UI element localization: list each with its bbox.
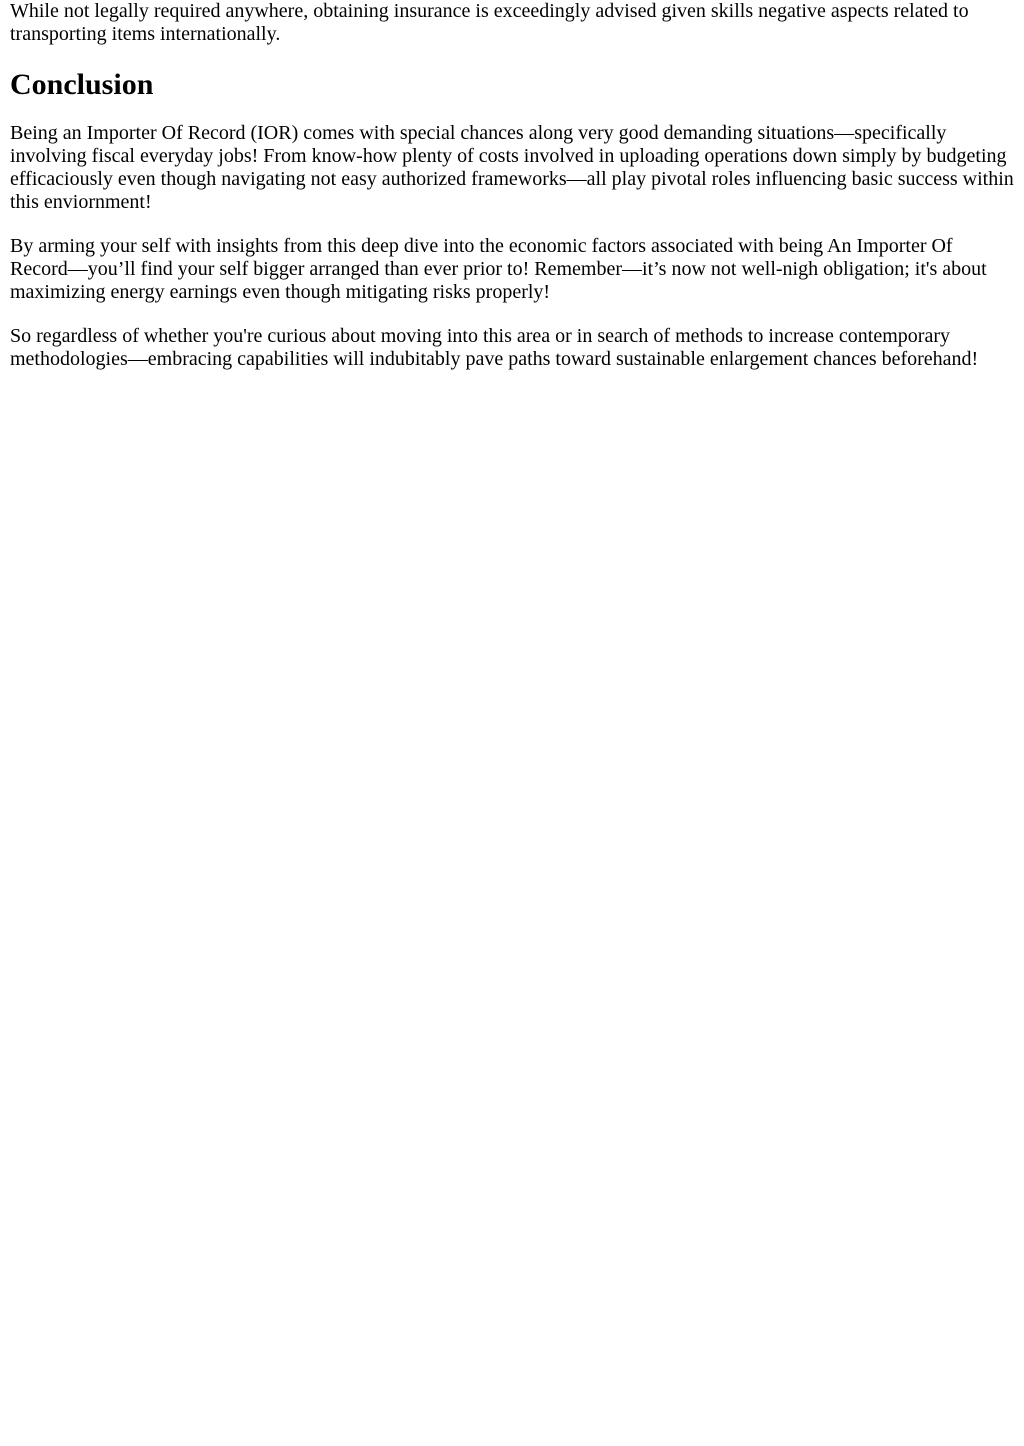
article-body <box>0 0 1024 371</box>
conclusion-paragraph-3: So regardless of whether you're curious about moving into this area or in search of methods to increase contemporary methodologies—embracing capabilities will indubitably pave paths toward sustainable enlargement chances beforehand! <box>10 325 979 370</box>
conclusion-heading: Conclusion <box>10 68 154 101</box>
conclusion-paragraph-1: Being an Importer Of Record (IOR) comes with special chances along very good demanding situations—specifically involving fiscal everyday jobs! From know-how plenty of costs involved in uploading operations down simply by budgeting efficaciously even though navigating not easy authorized frameworks—all play pivotal roles influencing basic success within this enviornment! <box>10 122 1014 213</box>
conclusion-paragraph-2: By arming your self with insights from this deep dive into the economic factors associated with being An Importer Of Record—you’ll find your self bigger arranged than ever prior to! Remember—it’s now not well-nigh obligation; it's about maximizing energy earnings even though mitigating risks properly! <box>10 235 987 303</box>
intro-paragraph: While not legally required anywhere, obtaining insurance is exceedingly advised given skills negative aspects related to transporting items internationally. <box>10 0 969 45</box>
